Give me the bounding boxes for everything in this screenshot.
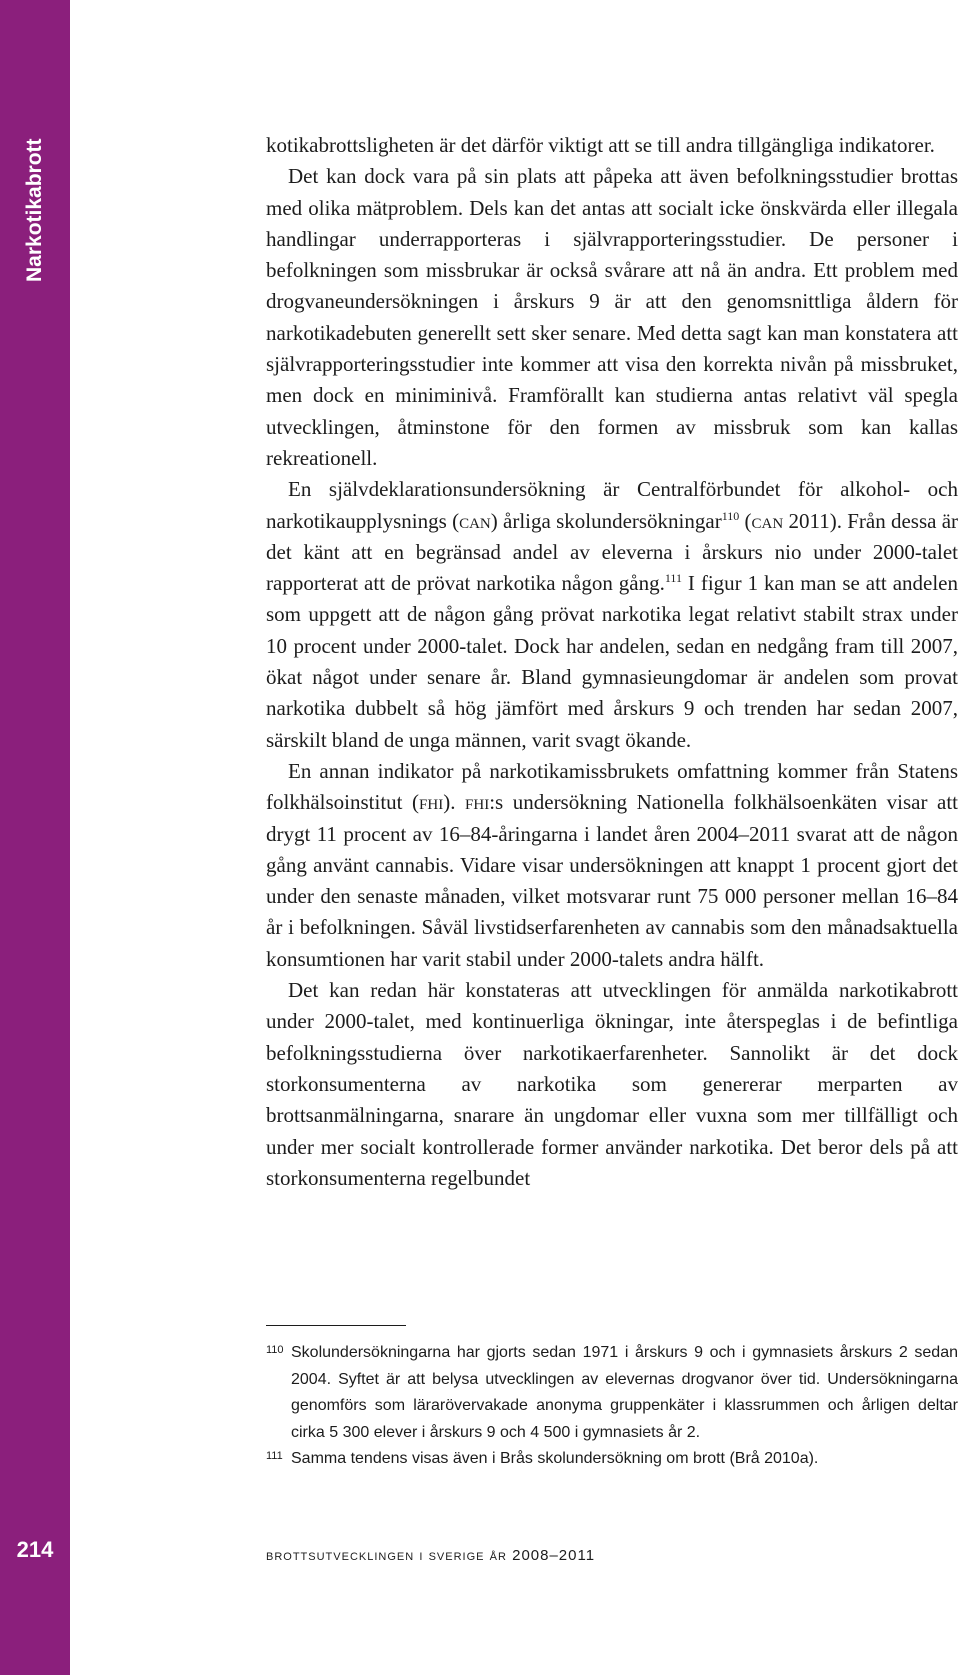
- text-run: I figur 1 kan man se att andelen som uppgett att de någon gång prövat narkotika legat relativt stabilt strax under 10 procent under 2000-talet. Dock har andelen, sedan en nedgång fram till 2007, ökat något under senare år. Bland gymnasieungdomar är andelen som provat narkotika dubbelt så hög jämfört med årskurs 9 och trenden har sedan 2007, särskilt bland de unga männen, varit svagt ökande.: [266, 571, 958, 752]
- text-run: 2011). Från dessa är det känt att en begränsad andel av eleverna i årskurs nio under 2000-talet rapporterat att de prövat narkotika någon gång.: [266, 508, 959, 596]
- footnote-110: [266, 1340, 958, 1446]
- section-title: Narkotikabrott: [23, 138, 46, 282]
- text-run: (: [739, 508, 752, 533]
- body-text: [266, 130, 958, 1194]
- footnote-divider: [266, 1325, 406, 1326]
- text-run: ).: [443, 790, 466, 815]
- footnotes: [266, 1325, 958, 1473]
- footnote-number: 111: [266, 1450, 283, 1462]
- text-run: En annan indikator på narkotikamissbrukets omfattning kommer från Statens folkhälsoinstitut (: [266, 758, 958, 815]
- paragraph-5: Det kan redan här konstateras att utvecklingen för anmälda narkotikabrott under 2000-talet, med kontinuerliga ökningar, inte återspeglas i de befintliga befolkningsstudierna över narkotikaerfarenheter. Sannolikt är det dock storkonsumenterna av narkotika som genererar merparten av brottsanmälningarna, snarare än ungdomar eller vuxna som mer tillfälligt och under mer socialt kontrollerade former använder narkotika. Det beror dels på att storkonsumenterna regelbundet: [266, 978, 958, 1190]
- paragraph-2: Det kan dock vara på sin plats att påpeka att även befolkningsstudier brottas med olika mätproblem. Dels kan det antas att socialt icke önskvärda eller illegala handlingar underrapporteras i självrapporteringsstudier. De personer i befolkningen som missbrukar är också svårare att nå än andra. Ett problem med drogvaneundersökningen i årskurs 9 är att den genomsnittliga åldern för narkotikadebuten generellt sett sker senare. Med detta sagt kan man konstatera att självrapporteringsstudier inte kommer att visa den korrekta nivån på missbruket, men dock en miniminivå. Framförallt kan studierna antas relativt väl spegla utvecklingen, åtminstone för den formen av missbruk som kan kallas rekreationell.: [266, 164, 958, 470]
- text-run: En självdeklarationsundersökning är Centralförbundet för alkohol- och narkotikaupplysnings (: [266, 477, 958, 533]
- page-number: 214: [16, 1537, 54, 1562]
- footnote-ref-111: 111: [664, 571, 682, 586]
- paragraph-1: kotikabrottsligheten är det därför viktigt att se till andra tillgängliga indikatorer.: [266, 133, 935, 157]
- footnote-text: Samma tendens visas även i Brås skolundersökning om brott (Brå 2010a).: [291, 1450, 819, 1467]
- abbreviation: can: [459, 508, 491, 533]
- abbreviation: can: [751, 508, 784, 533]
- sidebar-band: [0, 0, 70, 1675]
- footnote-number: 110: [266, 1344, 284, 1356]
- paragraph-3: [266, 474, 958, 756]
- footnote-text: Skolundersökningarna har gjorts sedan 1971 i årskurs 9 och i gymnasiets årskurs 2 sedan 2004. Syftet är att belysa utvecklingen av elevernas drogvanor över tid. Undersökningarna genomförs som lärarövervakade anonyma gruppenkäter i klassrummen och årligen deltar cirka 5 300 elever i årskurs 9 och 4 500 i gymnasiets år 2.: [291, 1344, 958, 1441]
- footnote-111: [266, 1446, 958, 1473]
- text-run: ) årliga skolundersökningar: [490, 508, 722, 533]
- abbreviation: fhi: [465, 790, 490, 815]
- text-run: :s undersökning Nationella folkhälsoenkäten visar att drygt 11 procent av 16–84-åringarna i landet åren 2004–2011 svarat att de någon gång använt cannabis. Vidare visar undersökningen att knappt 1 procent gjort det under den senaste månaden, vilket motsvarar runt 75 000 personer mellan 16–84 år i befolkningen. Såväl livstidserfarenheten av cannabis som den månadsaktuella konsumtionen har varit stabil under 2000-talets andra hälft.: [266, 790, 958, 971]
- abbreviation: fhi: [419, 790, 444, 815]
- paragraph-4: [266, 756, 958, 975]
- running-footer: brottsutvecklingen i sverige år 2008–2011: [266, 1547, 596, 1564]
- footnote-ref-110: 110: [721, 508, 740, 523]
